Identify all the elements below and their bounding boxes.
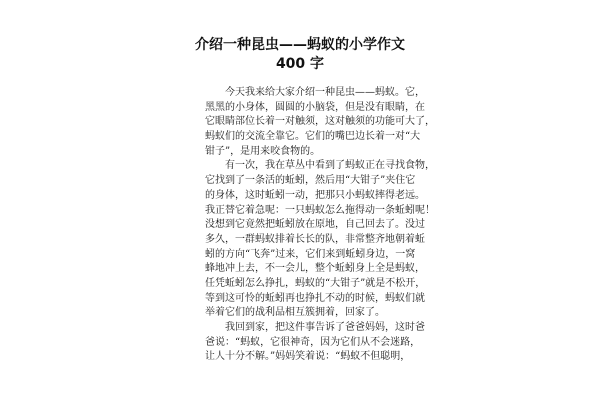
essay-line: 蜂地冲上去，不一会儿，整个蚯蚓身上全是蚂蚁， — [205, 263, 425, 275]
essay-line: 我回到家，把这件事告诉了爸爸妈妈，这时爸 — [225, 322, 425, 333]
essay-line: 有一次，我在草丛中看到了蚂蚁正在寻找食物， — [225, 160, 435, 172]
essay-line: 它眼睛部位长着一对触须，这对触须的功能可大了， — [205, 116, 435, 128]
essay-line: 我正替它着急呢：一只蚂蚁怎么拖得动一条蚯蚓呢！ — [205, 204, 435, 216]
essay-line: 举着它们的战利品相互簇拥着，回家了。 — [205, 307, 385, 319]
essay-line: 它找到了一条活的蚯蚓，然后用“大钳子”夹住它 — [205, 175, 416, 187]
essay-line: 爸说：“蚂蚁，它很神奇，因为它们从不会迷路， — [205, 336, 421, 348]
essay-line: 今天我来给大家介绍一种昆虫——蚂蚁。它， — [225, 87, 425, 98]
essay-line: 钳子”，是用来咬食物的。 — [205, 145, 321, 157]
essay-line: 等到这可怜的蚯蚓再也挣扎不动的时候，蚂蚁们就 — [205, 292, 425, 304]
document-title: 介绍一种昆虫——蚂蚁的小学作文 — [195, 37, 405, 53]
essay-line: 没想到它竟然把蚯蚓放在原地，自己回去了。没过 — [205, 219, 425, 231]
essay-line: 多久，一群蚂蚁排着长长的队，非常整齐地朝着蚯 — [205, 233, 425, 245]
essay-body — [205, 86, 435, 365]
essay-line: 任凭蚯蚓怎么挣扎，蚂蚁的“大钳子”就是不松开， — [205, 277, 426, 289]
essay-line: 蚂蚁们的交流全靠它。它们的嘴巴边长着一对“大 — [205, 131, 421, 143]
document-title-word-count: 400 字 — [275, 56, 325, 72]
essay-line: 黑黑的小身体，圆圆的小脑袋，但是没有眼睛，在 — [205, 101, 425, 113]
essay-line: 让人十分不解。”妈妈笑着说：“蚂蚁不但聪明， — [205, 351, 411, 363]
essay-line: 的身体，这时蚯蚓一动，把那只小蚂蚁摔得老远。 — [205, 189, 425, 201]
essay-line: 蚓的方向“飞奔”过来，它们来到蚯蚓身边，一窝 — [205, 248, 416, 260]
